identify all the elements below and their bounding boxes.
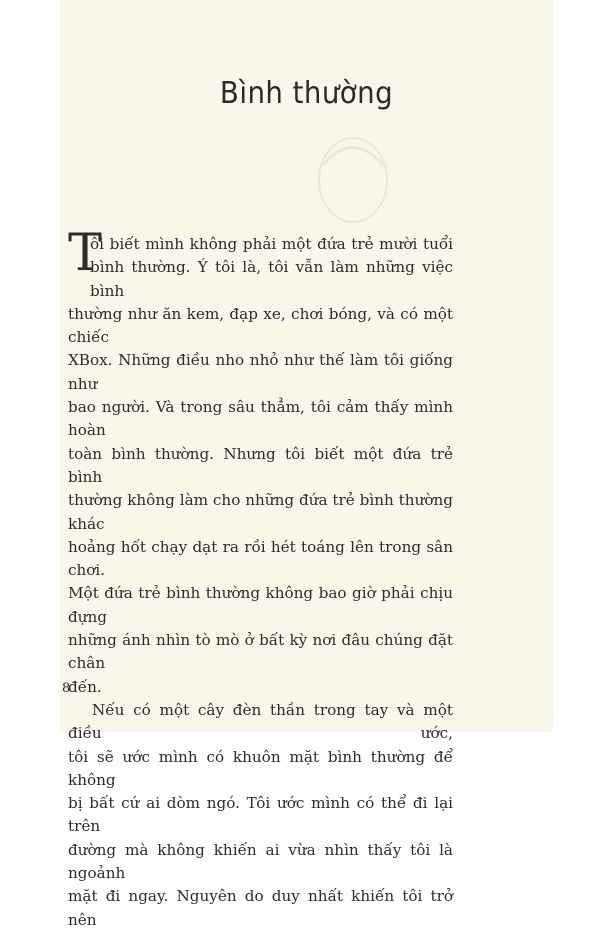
body-line: những ánh nhìn tò mò ở bất kỳ nơi đâu chúng đặt chân	[68, 631, 453, 673]
body-line: XBox. Những điều nho nhỏ như thế làm tôi giống như	[68, 351, 453, 393]
body-line: toàn bình thường. Nhưng tôi biết một đứa trẻ bình	[68, 444, 453, 486]
body-line: ôi biết mình không phải một đứa trẻ mười tuổi	[90, 235, 453, 253]
body-line: Nếu có một cây đèn thần trong tay và một điều ước,	[68, 700, 453, 743]
body-line: bao người. Và trong sâu thẳm, tôi cảm thấy mình hoàn	[68, 398, 453, 440]
body-line: bị bất cứ ai dòm ngó. Tôi ước mình có thể đi lại trên	[68, 794, 453, 836]
bleed-through-illustration	[298, 125, 408, 245]
body-line: hoảng hốt chạy dạt ra rồi hét toáng lên trong sân chơi.	[68, 537, 453, 580]
body-line: mặt đi ngay. Nguyên do duy nhất khiến tôi trở nên	[68, 887, 453, 929]
chapter-title: Bình thường	[219, 76, 394, 111]
body-line: đường mà không khiến ai vừa nhìn thấy tôi là ngoảnh	[68, 840, 453, 883]
body-text	[68, 233, 453, 932]
body-line: đến.	[68, 677, 102, 696]
drop-cap: T	[68, 224, 103, 283]
body-line: Một đứa trẻ bình thường không bao giờ phải chịu đựng	[68, 584, 453, 626]
body-line: tôi sẽ ước mình có khuôn mặt bình thường để không	[68, 747, 453, 789]
body-line: bình thường. Ý tôi là, tôi vẫn làm những việc bình	[90, 258, 453, 300]
body-line: thường không làm cho những đứa trẻ bình thường khác	[68, 491, 453, 533]
body-line: thường như ăn kem, đạp xe, chơi bóng, và có một chiếc	[68, 304, 453, 347]
page-number: 8	[62, 681, 71, 696]
